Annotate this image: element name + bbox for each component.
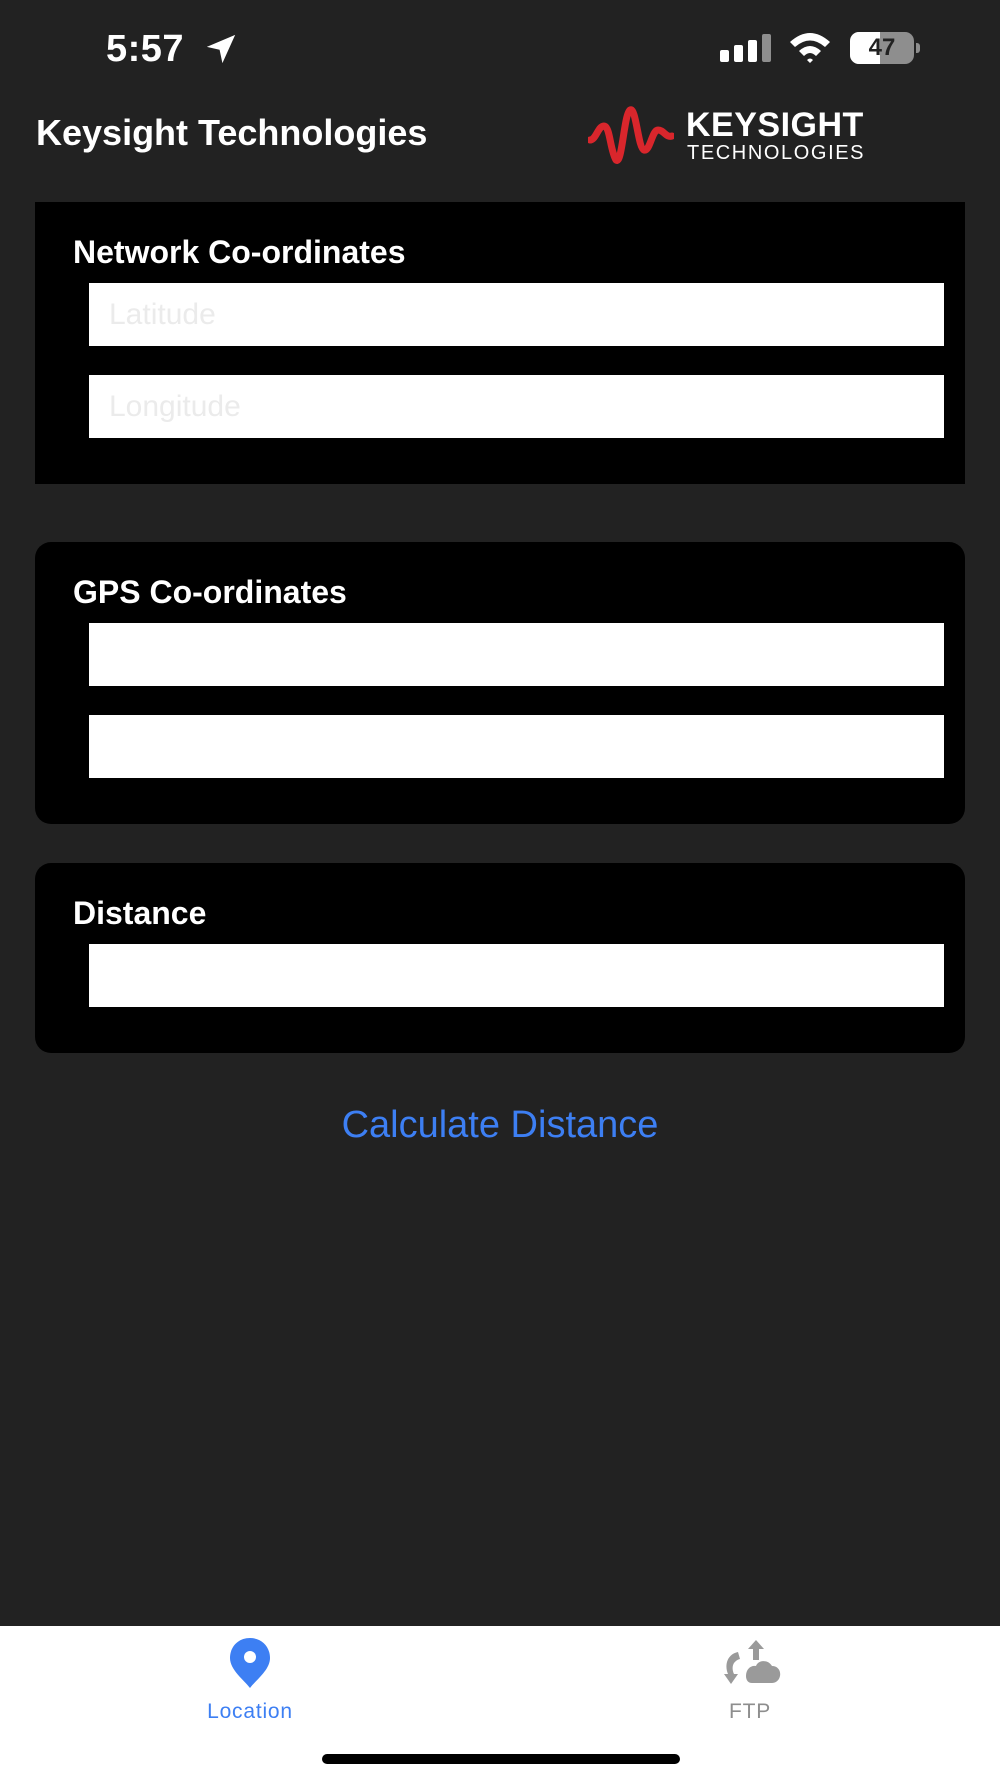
network-latitude-input[interactable] [89, 283, 944, 346]
keysight-wave-icon [588, 104, 674, 166]
status-time: 5:57 [106, 28, 185, 70]
logo-word-keysight: KEYSIGHT [686, 106, 864, 144]
wifi-icon [788, 30, 832, 64]
distance-title: Distance [73, 895, 207, 931]
network-coordinates-title: Network Co-ordinates [73, 234, 406, 270]
signal-icon [720, 34, 774, 62]
tab-ftp-label: FTP [728, 1700, 772, 1723]
location-arrow-icon [204, 32, 238, 66]
gps-latitude-input[interactable] [89, 623, 944, 686]
tab-location-label: Location [207, 1700, 293, 1723]
distance-panel [35, 863, 965, 1053]
distance-output-field[interactable] [89, 944, 944, 1007]
map-pin-icon [228, 1636, 272, 1690]
tab-ftp[interactable] [650, 1636, 850, 1736]
gps-longitude-input[interactable] [89, 715, 944, 778]
calculate-distance-button[interactable]: Calculate Distance [0, 1104, 1000, 1147]
tab-location[interactable] [150, 1636, 350, 1736]
logo-word-technologies: TECHNOLOGIES [687, 142, 866, 164]
battery-level: 47 [868, 34, 896, 61]
home-indicator [322, 1754, 680, 1764]
app-title: Keysight Technologies [36, 112, 428, 153]
network-coordinates-panel [35, 202, 965, 484]
battery-icon [850, 32, 920, 64]
gps-coordinates-panel [35, 542, 965, 824]
status-bar [0, 0, 1000, 100]
gps-coordinates-title: GPS Co-ordinates [73, 574, 347, 610]
cloud-sync-icon [718, 1636, 782, 1690]
network-longitude-input[interactable] [89, 375, 944, 438]
keysight-logo [588, 104, 888, 166]
